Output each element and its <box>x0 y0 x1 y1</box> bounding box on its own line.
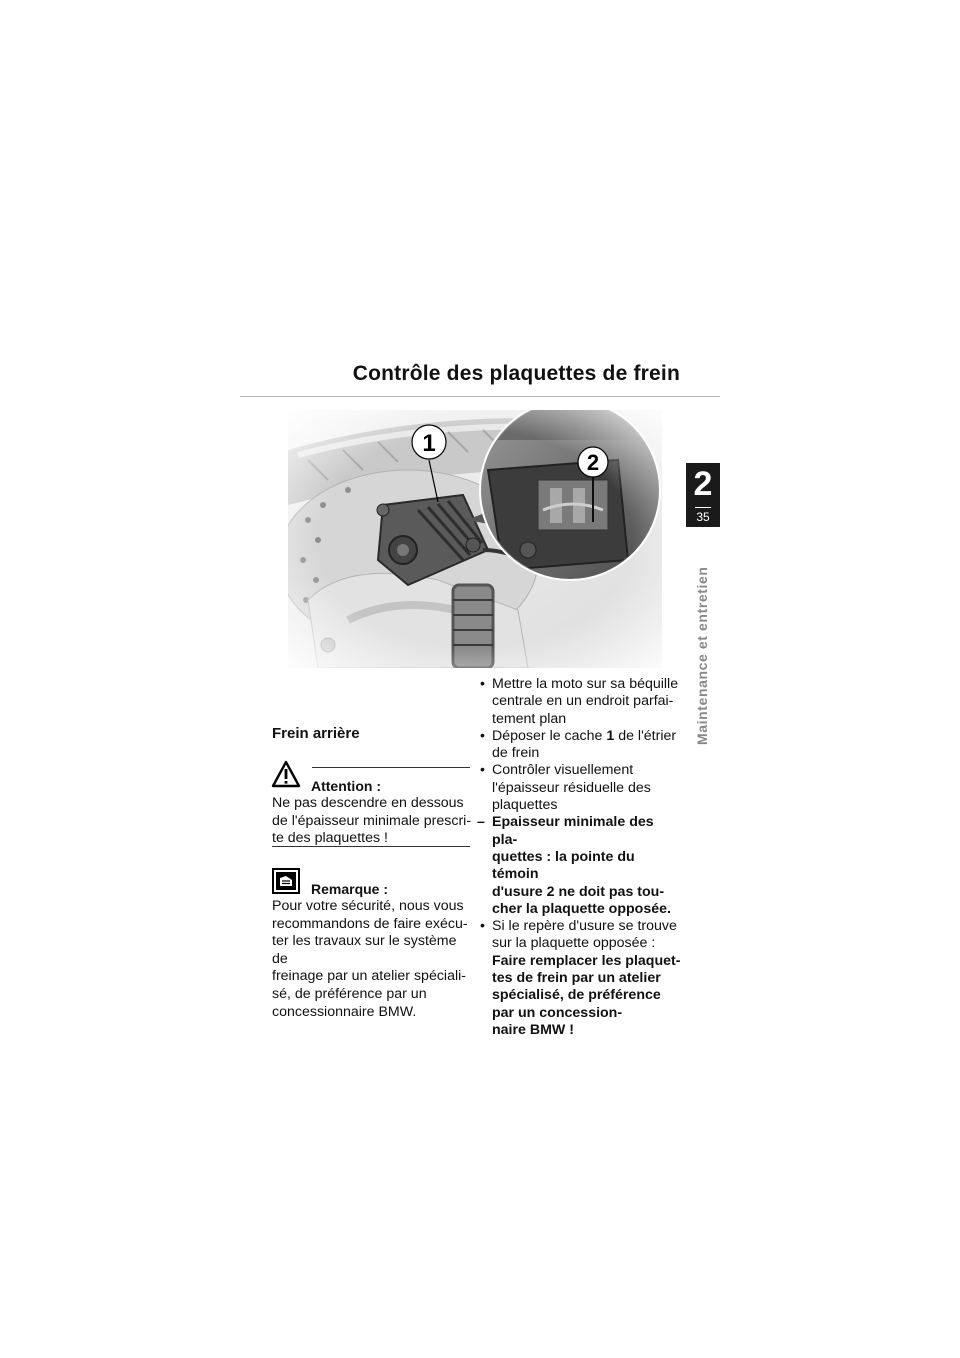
bullet-marker: • <box>480 762 485 779</box>
attention-label: Attention : <box>311 778 381 794</box>
section-heading: Frein arrière <box>272 725 360 742</box>
attention-text: Ne pas descendre en dessous de l'épaisseur minimale prescri- te des plaquettes ! <box>272 795 472 847</box>
page-title: Contrôle des plaquettes de frein <box>352 362 680 385</box>
remarque-text: Pour votre sécurité, nous vous recommandons de faire exécu- ter les travaux sur le système de freinage par un atelier spéciali- sé, de préférence par un concessionnaire BMW. <box>272 898 468 1020</box>
remarque-label: Remarque : <box>311 881 389 897</box>
step-item: • Si le repère d'usure se trouve sur la plaquette opposée : Faire remplacer les plaquet- tes de frein par un atelier spécialisé, de préférence par un concession- naire BMW ! <box>480 918 681 1038</box>
callout-1 <box>412 425 446 459</box>
side-section-label <box>694 566 714 765</box>
brake-caliper-photo <box>288 410 662 668</box>
procedure-steps <box>477 676 682 1039</box>
callout-2 <box>578 447 608 477</box>
bullet-marker: • <box>480 918 485 935</box>
svg-text:1: 1 <box>422 430 436 457</box>
step-item: – Epaisseur minimale des pla- quettes : la pointe du témoin d'usure 2 ne doit pas tou- cher la plaquette opposée. <box>477 814 671 917</box>
chapter-tab <box>686 463 720 527</box>
side-section-label-text: Maintenance et entretien <box>694 566 710 745</box>
title-divider <box>240 396 720 397</box>
warning-icon <box>271 760 301 788</box>
attention-top-rule <box>312 767 470 768</box>
attention-bottom-rule <box>272 846 470 847</box>
page-number: 35 <box>696 510 710 524</box>
step-item: • Déposer le cache 1 de l'étrier de frein <box>480 727 677 762</box>
step-item: • Contrôler visuellement l'épaisseur résiduelle des plaquettes <box>480 762 651 814</box>
bullet-marker: • <box>480 676 485 692</box>
note-icon <box>272 868 300 894</box>
dash-marker: – <box>477 814 485 831</box>
chapter-tab-divider <box>695 507 711 508</box>
bullet-marker: • <box>480 727 485 744</box>
step-item: • Mettre la moto sur sa béquille centrale en un endroit parfai- tement plan <box>480 676 679 727</box>
chapter-number: 2 <box>693 465 713 503</box>
svg-text:2: 2 <box>586 450 600 475</box>
